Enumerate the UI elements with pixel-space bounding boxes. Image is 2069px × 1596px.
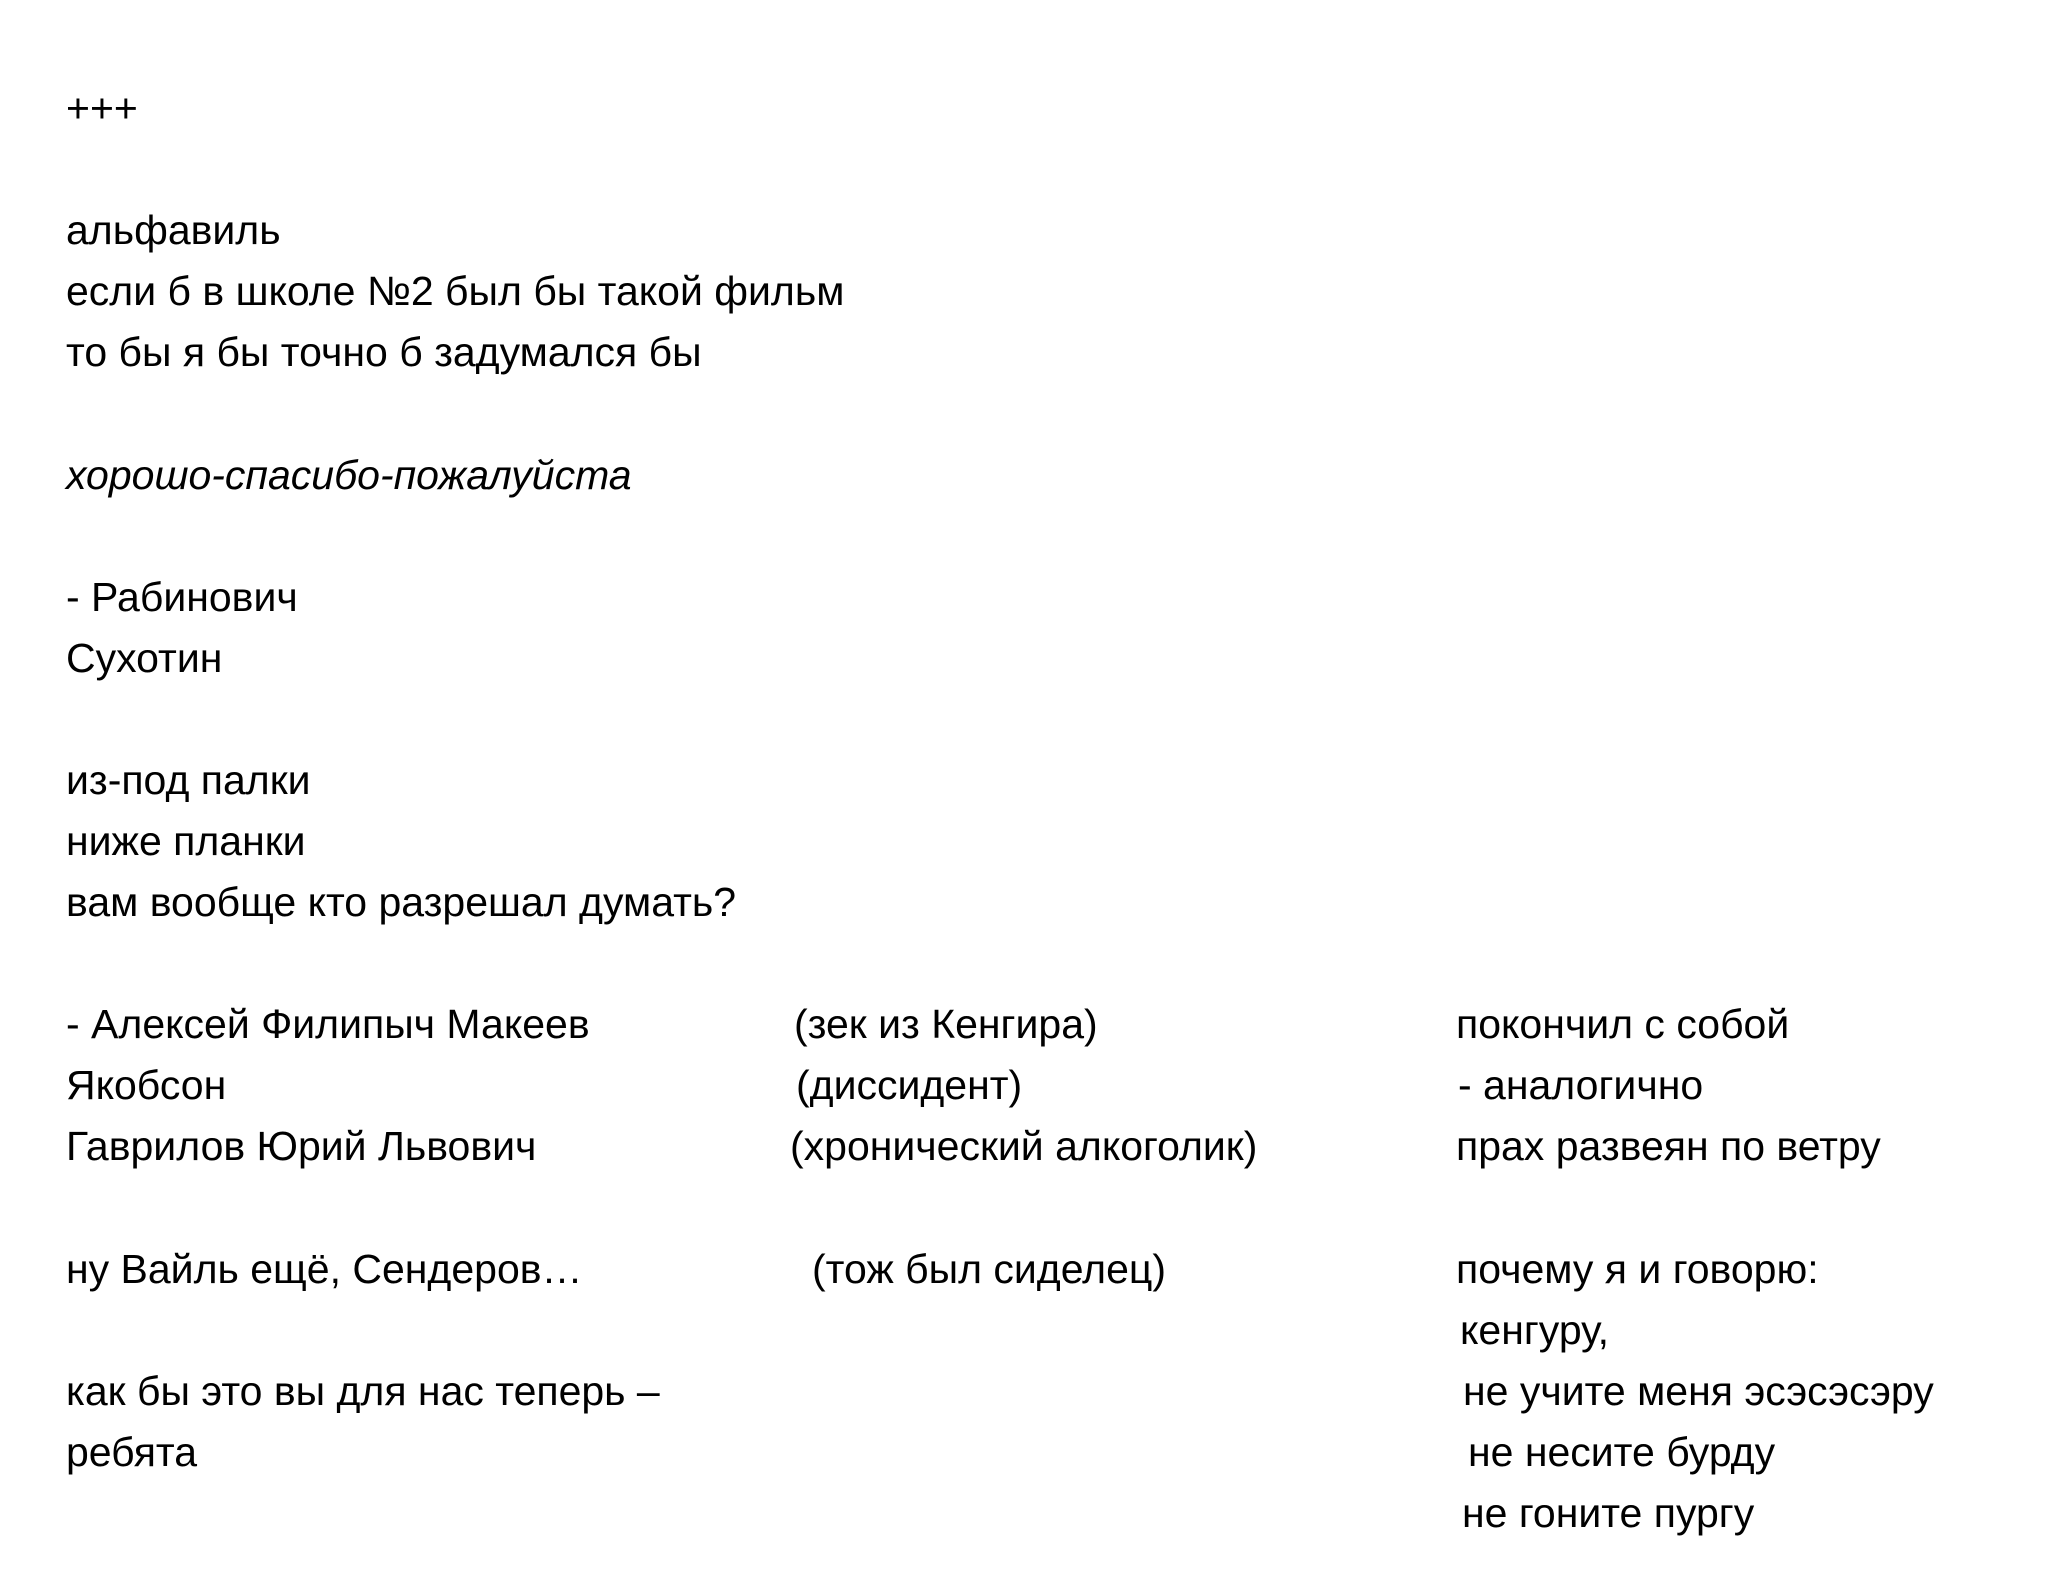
poem-line: Сухотин — [66, 635, 223, 681]
poem-line: то бы я бы точно б задумался бы — [66, 329, 702, 375]
row-fate: почему я и говорю: — [1456, 1246, 1819, 1292]
row-note: (хронический алкоголик) — [790, 1123, 1258, 1169]
row-name: Якобсон — [66, 1062, 227, 1108]
row-note: (зек из Кенгира) — [794, 1001, 1098, 1047]
poem-line-italic: хорошо-спасибо-пожалуйста — [66, 452, 632, 498]
right-tail-line: кенгуру, — [1460, 1307, 1609, 1353]
row-fate: - аналогично — [1458, 1062, 1704, 1108]
row-note: (тож был сиделец) — [812, 1246, 1167, 1292]
row-note: (диссидент) — [796, 1062, 1023, 1108]
right-tail-line: не учите меня эсэсэсэру — [1463, 1368, 1934, 1414]
row-name: - Алексей Филипыч Макеев — [66, 1001, 590, 1047]
poem-line: если б в школе №2 был бы такой фильм — [66, 268, 845, 314]
right-tail-line: не несите бурду — [1468, 1429, 1776, 1475]
right-tail-line: не гоните пургу — [1462, 1490, 1755, 1536]
row-fate: покончил с собой — [1456, 1001, 1790, 1047]
poem-line: альфавиль — [66, 207, 281, 253]
left-tail-line: как бы это вы для нас теперь – — [66, 1368, 660, 1414]
poem-line: ниже планки — [66, 818, 306, 864]
row-fate: прах развеян по ветру — [1456, 1123, 1881, 1169]
row-name: Гаврилов Юрий Львович — [66, 1123, 537, 1169]
left-tail-line: ребята — [66, 1429, 198, 1475]
row-name: ну Вайль ещё, Сендеров… — [66, 1246, 583, 1292]
poem-line: из-под палки — [66, 757, 311, 803]
poem-line: вам вообще кто разрешал думать? — [66, 879, 737, 925]
poem-line: - Рабинович — [66, 574, 298, 620]
section-mark: +++ — [66, 85, 138, 131]
